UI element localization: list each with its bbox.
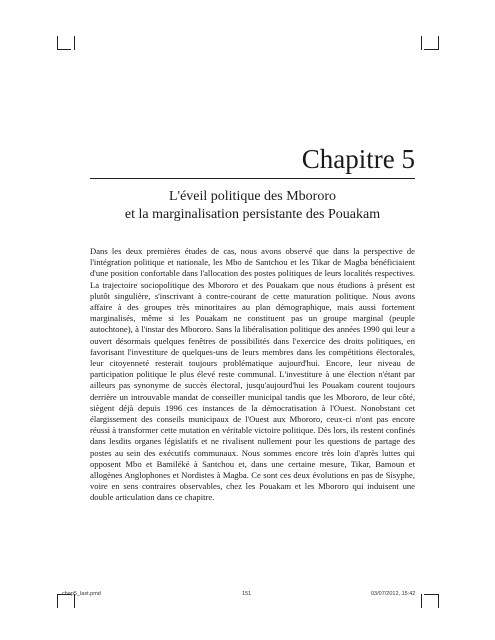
- chapter-subtitle: [90, 188, 415, 224]
- subtitle-line-2: et la marginalisation persistante des Pouakam: [124, 207, 381, 222]
- crop-mark: [74, 36, 75, 50]
- body-paragraph: Dans les deux premières études de cas, nous avons observé que dans la perspective de l'intégration politique et nationale, les Mbo de Santchou et les Tikar de Magba bénéficiaient d'une position confortable dans l'allocation des postes politiques de leurs localités respectives. La trajectoire sociopolitique des Mbororo et des Pouakam que nous étudions à présent est plutôt singulière, s'inscrivant à contre-courant de cette maturation politique. Nous avons affaire à des groupes très minoritaires au plan démographique, mais aussi fortement marginalisés, même si les Pouakam ne constituent pas un groupe marginal (peuple autochtone), à l'instar des Mbororo. Sans la libéralisation politique des années 1990 qui leur a ouvert désormais quelques fenêtres de possibilités dans l'exercice des droits politiques, en favorisant l'investiture de quelques-uns de leurs membres dans les compétitions électorales, leur citoyenneté resterait toujours problématique aujourd'hui. Encore, leur niveau de participation politique le plus élevé reste communal. L'investiture à une élection n'étant par ailleurs pas synonyme de succès électoral, jusqu'aujourd'hui les Pouakam courent toujours derrière un introuvable mandat de conseiller municipal tandis que les Mbororo, de leur côté, siègent déjà depuis 1996 ces instances de la démocratisation à l'Ouest. Nonobstant cet élargissement des conseils municipaux de l'Ouest aux Mbororo, ceux-ci n'ont pas encore réussi à transformer cette mutation en véritable victoire politique. Dès lors, ils restent confinés dans lesdits organes législatifs et ne rivalisent nullement pour les questions de partage des postes au sein des exécutifs communaux. Nous sommes encore très loin d'après luttes qui opposent Mbo et Bamiléké à Santchou et, dans une certaine mesure, Tikar, Bamoun et allogènes Anglophones et Nordistes à Magba. Ce sont ces deux évolutions en pas de Sisyphe, voire en sens contraires observables, chez les Pouakam et les Mbororo qui induisent une double articulation dans ce chapitre.: [90, 246, 415, 503]
- crop-mark: [421, 36, 422, 50]
- print-footer: [0, 591, 495, 601]
- crop-mark: [438, 36, 439, 50]
- body-text: [90, 246, 415, 504]
- footer-page-number: 151: [242, 591, 252, 597]
- crop-mark: [424, 49, 438, 50]
- crop-mark: [57, 49, 71, 50]
- chapter-title: Chapitre 5: [301, 144, 415, 174]
- subtitle-line-1: L'éveil politique des Mbororo: [169, 189, 336, 204]
- footer-filename: chap5_last.pmd: [62, 591, 101, 597]
- footer-datetime: 03/07/2012, 15:42: [371, 591, 416, 597]
- crop-mark: [57, 36, 58, 50]
- title-rule: [90, 178, 415, 179]
